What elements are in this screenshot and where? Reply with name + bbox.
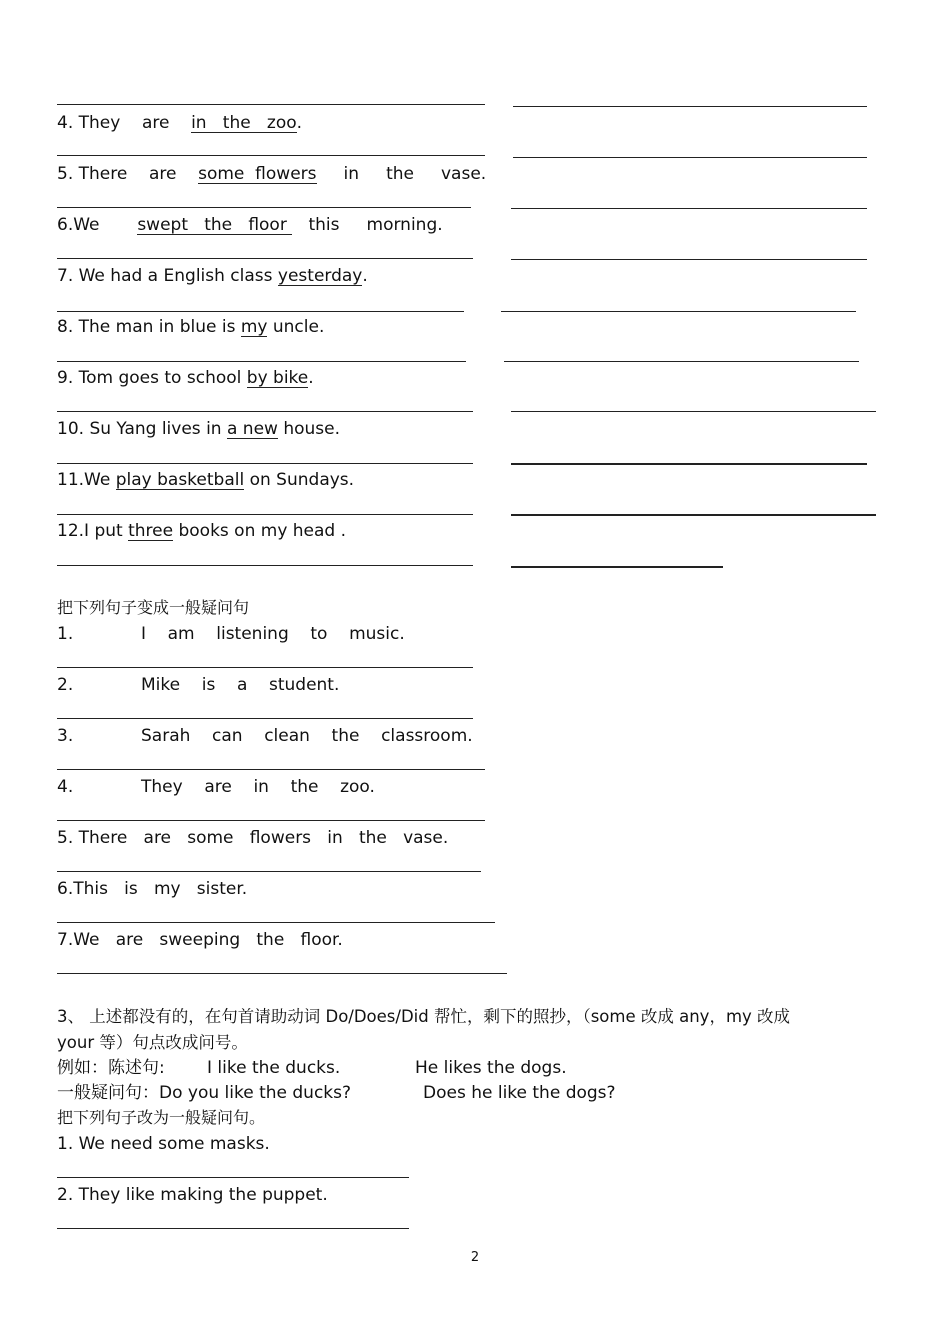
answer-line[interactable] <box>57 922 495 923</box>
underlined-phrase: play basketball <box>115 470 245 490</box>
answer-line[interactable] <box>57 514 473 515</box>
sentence-6: 6.We swept the floor this morning. <box>57 215 443 235</box>
answer-line[interactable] <box>57 104 485 105</box>
answer-line[interactable] <box>57 565 473 566</box>
answer-line[interactable] <box>511 514 876 516</box>
underlined-phrase: some flowers <box>198 164 317 184</box>
question-example-label: 一般疑问句：Do you like the ducks? <box>57 1083 352 1103</box>
question-example-2: Does he like the dogs? <box>423 1083 616 1103</box>
answer-line[interactable] <box>513 106 867 107</box>
sentence-8: 8. The man in blue is my uncle. <box>57 317 325 337</box>
example-label: 例如：陈述句: <box>57 1058 165 1078</box>
example-sentence-1: I like the ducks. <box>207 1058 341 1078</box>
section-heading: 把下列句子变成一般疑问句 <box>57 598 250 617</box>
answer-line[interactable] <box>511 259 867 260</box>
question-3: 3. Sarah can clean the classroom. <box>57 726 473 746</box>
sentence-5: 5. There are some flowers in the vase. <box>57 164 487 184</box>
page-number: 2 <box>470 1250 480 1265</box>
answer-line[interactable] <box>57 667 473 668</box>
exercise-2: 2. They like making the puppet. <box>57 1185 328 1205</box>
answer-line[interactable] <box>511 208 867 209</box>
answer-line[interactable] <box>513 157 867 158</box>
sentence-11: 11.We play basketball on Sundays. <box>57 470 355 490</box>
answer-line[interactable] <box>57 361 466 362</box>
question-1: 1. I am listening to music. <box>57 624 405 644</box>
answer-line[interactable] <box>57 258 473 259</box>
question-2: 2. Mike is a student. <box>57 675 340 695</box>
question-5: 5. There are some flowers in the vase. <box>57 828 449 848</box>
answer-line[interactable] <box>57 207 471 208</box>
answer-line[interactable] <box>57 1177 409 1178</box>
exercise-1: 1. We need some masks. <box>57 1134 270 1154</box>
underlined-phrase: three <box>128 521 174 541</box>
answer-line[interactable] <box>57 718 473 719</box>
rule-text-line-2: your 等）句点改成问号。 <box>57 1033 248 1052</box>
answer-line[interactable] <box>501 311 856 312</box>
underlined-phrase: my <box>240 317 268 337</box>
underlined-phrase: by bike <box>246 368 309 388</box>
sentence-10: 10. Su Yang lives in a new house. <box>57 419 341 439</box>
underlined-phrase: yesterday <box>277 266 363 286</box>
sentence-9: 9. Tom goes to school by bike. <box>57 368 314 388</box>
instruction: 把下列句子改为一般疑问句。 <box>57 1108 266 1127</box>
question-6: 6.This is my sister. <box>57 879 248 899</box>
sentence-4: 4. They are in the zoo. <box>57 113 303 133</box>
answer-line[interactable] <box>57 871 481 872</box>
answer-line[interactable] <box>57 1228 409 1229</box>
answer-line[interactable] <box>511 463 867 465</box>
underlined-phrase: swept the floor <box>137 215 293 235</box>
answer-line[interactable] <box>57 769 485 770</box>
example-sentence-2: He likes the dogs. <box>415 1058 567 1078</box>
question-7: 7.We are sweeping the floor. <box>57 930 343 950</box>
underlined-phrase: a new <box>226 419 278 439</box>
answer-line[interactable] <box>57 820 485 821</box>
answer-line[interactable] <box>57 973 507 974</box>
sentence-12: 12.I put three books on my head . <box>57 521 347 541</box>
sentence-7: 7. We had a English class yesterday. <box>57 266 368 286</box>
question-4: 4. They are in the zoo. <box>57 777 375 797</box>
answer-line[interactable] <box>504 361 859 362</box>
answer-line[interactable] <box>57 311 464 312</box>
underlined-phrase: in the zoo <box>191 113 297 133</box>
answer-line[interactable] <box>511 411 876 412</box>
answer-line[interactable] <box>511 566 723 568</box>
answer-line[interactable] <box>57 155 485 156</box>
answer-line[interactable] <box>57 463 473 464</box>
rule-text-line-1: 3、 上述都没有的，在句首请助动词 Do/Does/Did 帮忙，剩下的照抄，（some 改成 any，my 改成 <box>57 1007 791 1026</box>
answer-line[interactable] <box>57 411 473 412</box>
